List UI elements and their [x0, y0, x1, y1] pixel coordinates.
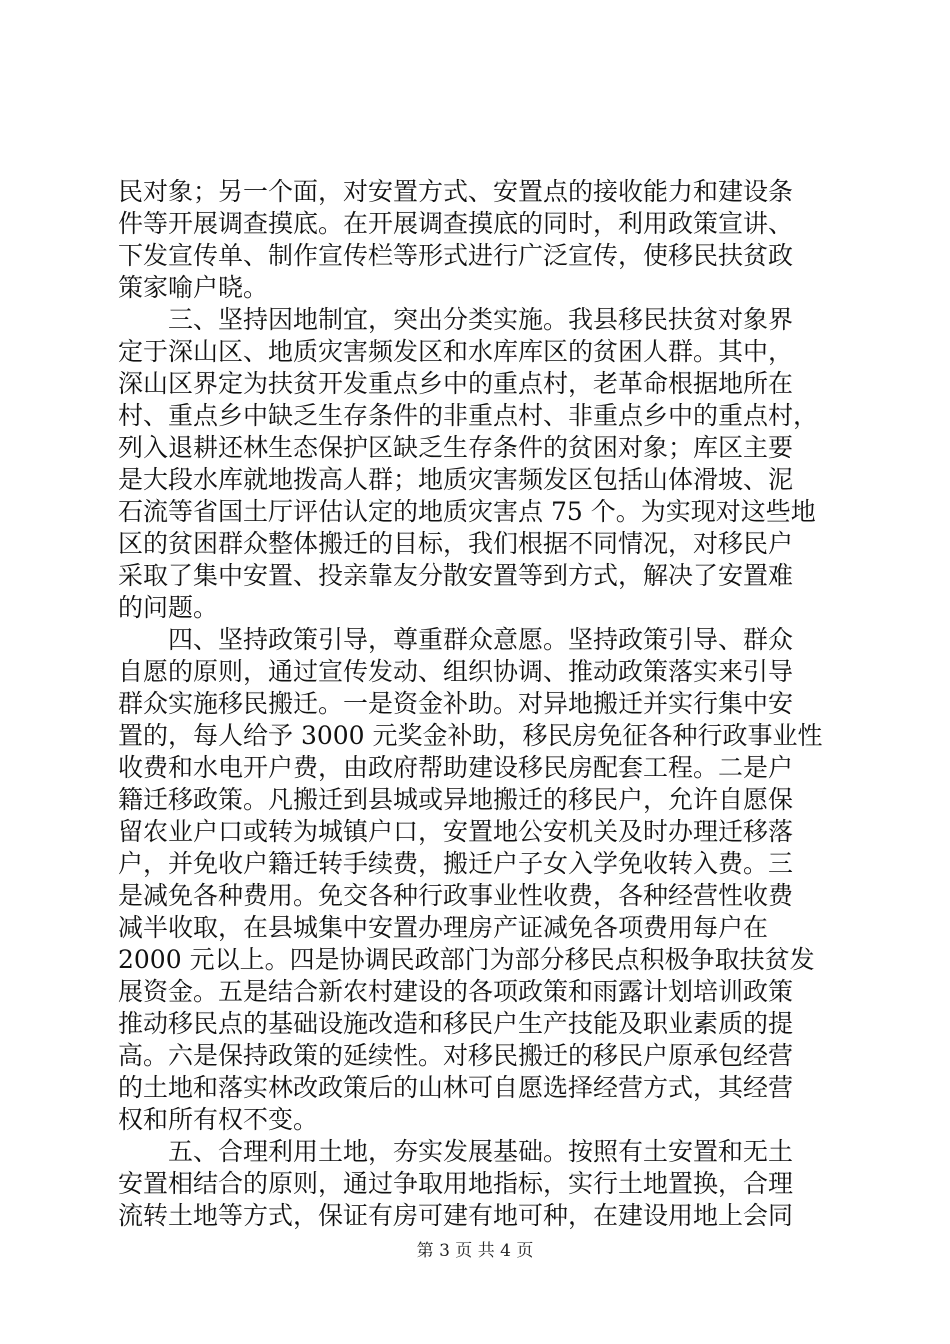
text-line: 2000 元以上。四是协调民政部门为部分移民点积极争取扶贫发: [118, 945, 815, 974]
text-line: 策家喻户晓。: [118, 273, 269, 302]
text-line: 件等开展调查摸底。在开展调查摸底的同时，利用政策宣讲、: [118, 209, 794, 238]
text-line: 下发宣传单、制作宣传栏等形式进行广泛宣传，使移民扶贫政: [118, 241, 794, 270]
text-line: 权和所有权不变。: [118, 1105, 319, 1134]
text-line: 籍迁移政策。凡搬迁到县城或异地搬迁的移民户，允许自愿保: [118, 785, 794, 814]
text-line: 收费和水电开户费，由政府帮助建设移民房配套工程。二是户: [118, 753, 794, 782]
text-line: 三、坚持因地制宜，突出分类实施。我县移民扶贫对象界: [118, 305, 794, 334]
document-body: [118, 176, 834, 1232]
text-line: 采取了集中安置、投亲靠友分散安置等到方式，解决了安置难: [118, 561, 794, 590]
text-line: 展资金。五是结合新农村建设的各项政策和雨露计划培训政策: [118, 977, 794, 1006]
text-line: 是减免各种费用。免交各种行政事业性收费，各种经营性收费: [118, 881, 794, 910]
text-line: 流转土地等方式，保证有房可建有地可种，在建设用地上会同: [118, 1201, 794, 1230]
text-line: 石流等省国土厅评估认定的地质灾害点 75 个。为实现对这些地: [118, 497, 816, 526]
text-line: 留农业户口或转为城镇户口，安置地公安机关及时办理迁移落: [118, 817, 794, 846]
text-line: 群众实施移民搬迁。一是资金补助。对异地搬迁并实行集中安: [118, 689, 794, 718]
text-line: 四、坚持政策引导，尊重群众意愿。坚持政策引导、群众: [118, 625, 794, 654]
text-line: 置的，每人给予 3000 元奖金补助，移民房免征各种行政事业性: [118, 721, 823, 750]
text-line: 减半收取，在县城集中安置办理房产证减免各项费用每户在: [118, 913, 769, 942]
text-line: 的问题。: [118, 593, 219, 622]
text-line: 村、重点乡中缺乏生存条件的非重点村、非重点乡中的重点村，: [118, 401, 819, 430]
text-line: 的土地和落实林改政策后的山林可自愿选择经营方式，其经营: [118, 1073, 794, 1102]
text-line: 是大段水库就地拨高人群；地质灾害频发区包括山体滑坡、泥: [118, 465, 794, 494]
text-line: 自愿的原则，通过宣传发动、组织协调、推动政策落实来引导: [118, 657, 794, 686]
text-line: 五、合理利用土地，夯实发展基础。按照有土安置和无土: [118, 1137, 794, 1166]
text-line: 户，并免收户籍迁转手续费，搬迁户子女入学免收转入费。三: [118, 849, 794, 878]
text-line: 定于深山区、地质灾害频发区和水库库区的贫困人群。其中，: [118, 337, 794, 366]
text-line: 高。六是保持政策的延续性。对移民搬迁的移民户原承包经营: [118, 1041, 794, 1070]
text-line: 区的贫困群众整体搬迁的目标，我们根据不同情况，对移民户: [118, 529, 794, 558]
text-line: 安置相结合的原则，通过争取用地指标，实行土地置换，合理: [118, 1169, 794, 1198]
text-line: 推动移民点的基础设施改造和移民户生产技能及职业素质的提: [118, 1009, 794, 1038]
page-number-footer: 第 3 页 共 4 页: [416, 1241, 534, 1261]
text-line: 列入退耕还林生态保护区缺乏生存条件的贫困对象；库区主要: [118, 433, 794, 462]
text-line: 民对象；另一个面，对安置方式、安置点的接收能力和建设条: [118, 177, 794, 206]
text-line: 深山区界定为扶贫开发重点乡中的重点村，老革命根据地所在: [118, 369, 794, 398]
